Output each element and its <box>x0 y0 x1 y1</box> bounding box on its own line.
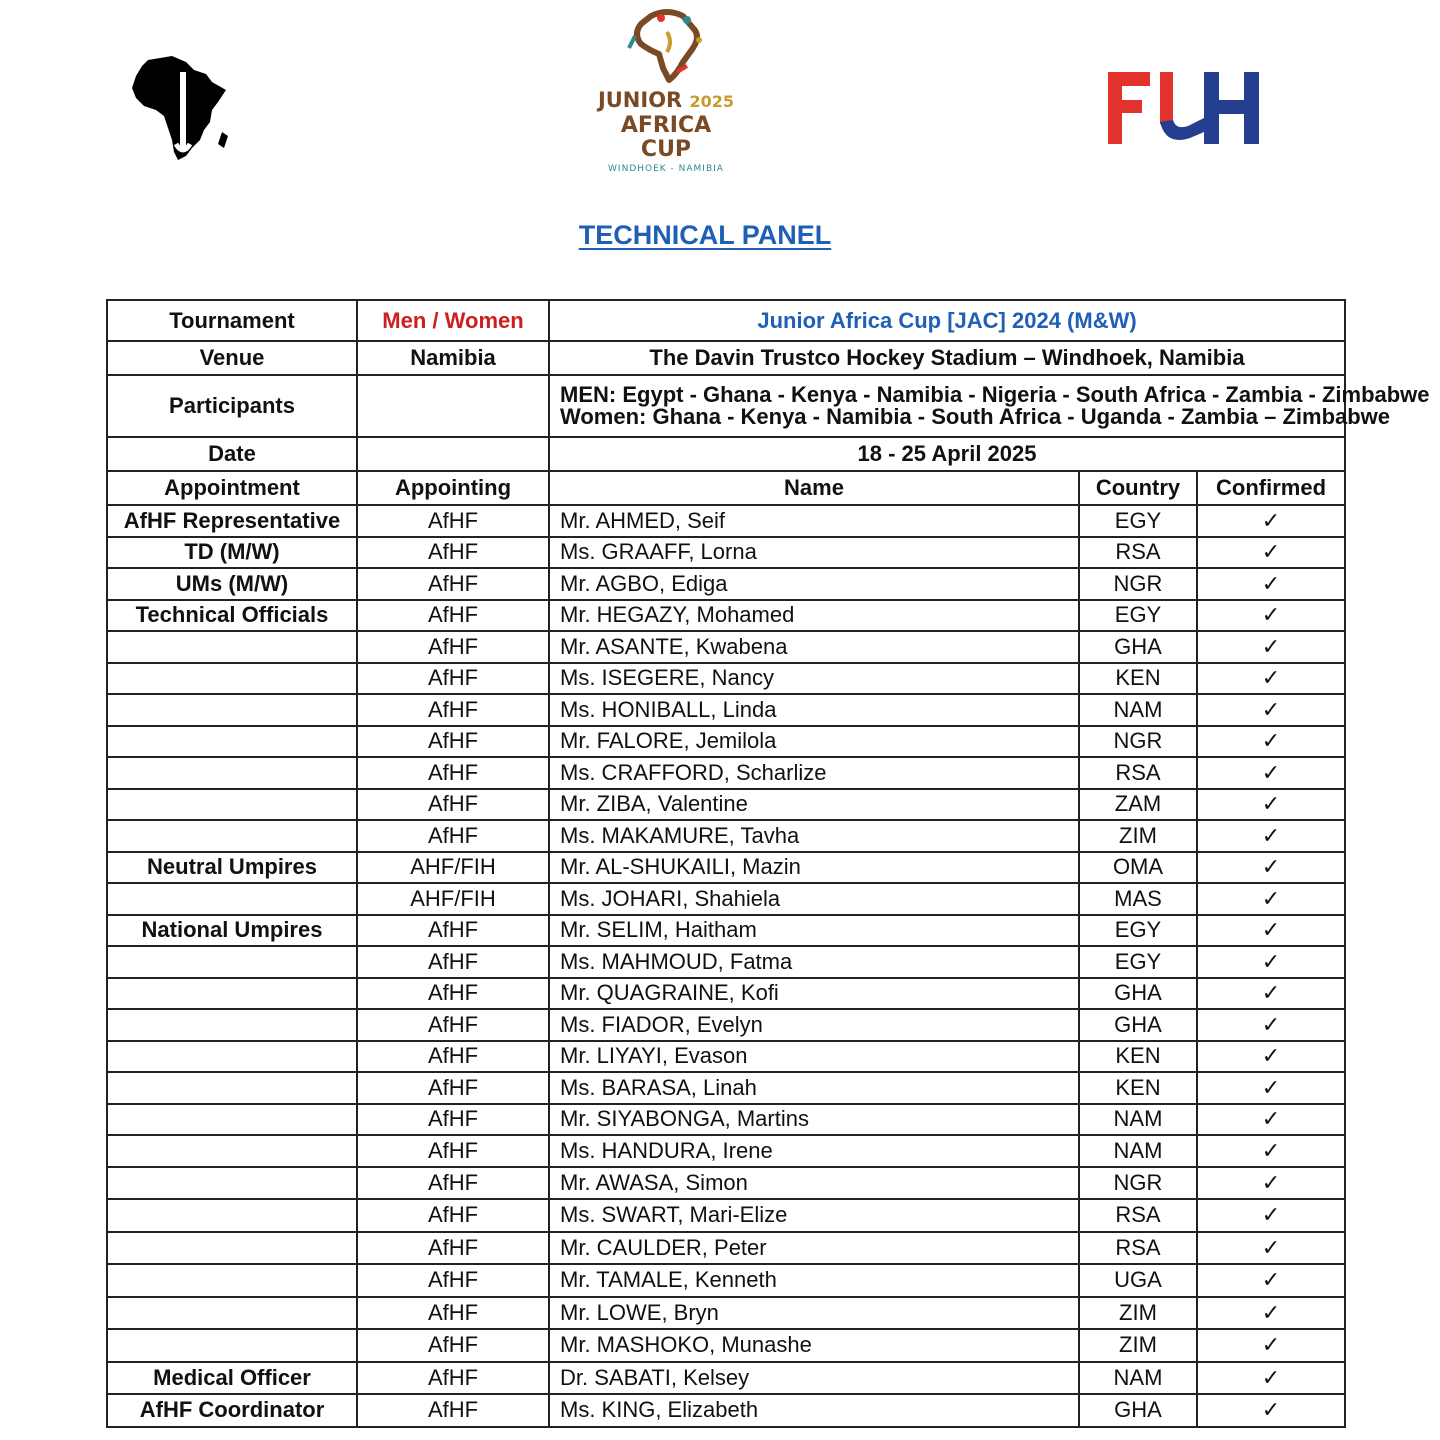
country-cell: EGY <box>1079 505 1197 537</box>
appointing-cell: AfHF <box>357 1135 549 1167</box>
header-country: Country <box>1079 471 1197 505</box>
table-row <box>107 820 1345 852</box>
country-cell: KEN <box>1079 1072 1197 1104</box>
confirmed-check: ✓ <box>1197 1394 1345 1427</box>
confirmed-check: ✓ <box>1197 820 1345 852</box>
name-cell: Mr. AL-SHUKAILI, Mazin <box>549 852 1079 884</box>
table-row <box>107 883 1345 915</box>
name-cell: Mr. SIYABONGA, Martins <box>549 1104 1079 1136</box>
name-cell: Mr. LOWE, Bryn <box>549 1297 1079 1330</box>
country-cell: ZIM <box>1079 820 1197 852</box>
confirmed-check: ✓ <box>1197 1104 1345 1136</box>
confirmed-check: ✓ <box>1197 663 1345 695</box>
appointing-cell: AfHF <box>357 789 549 821</box>
date-value: 18 - 25 April 2025 <box>549 437 1345 471</box>
confirmed-check: ✓ <box>1197 946 1345 978</box>
fih-logo <box>1104 68 1264 148</box>
date-label: Date <box>107 437 357 471</box>
name-cell: Mr. AHMED, Seif <box>549 505 1079 537</box>
appointing-cell: AfHF <box>357 1009 549 1041</box>
venue-name: The Davin Trustco Hockey Stadium – Windhoek, Namibia <box>549 341 1345 375</box>
confirmed-check: ✓ <box>1197 505 1345 537</box>
confirmed-check: ✓ <box>1197 757 1345 789</box>
name-cell: Ms. JOHARI, Shahiela <box>549 883 1079 915</box>
appointing-cell: AfHF <box>357 1232 549 1265</box>
table-row <box>107 1362 1345 1395</box>
country-cell: KEN <box>1079 1041 1197 1073</box>
name-cell: Mr. ZIBA, Valentine <box>549 789 1079 821</box>
table-header-row <box>107 471 1345 505</box>
header-appointing: Appointing <box>357 471 549 505</box>
appointing-cell: AfHF <box>357 1167 549 1200</box>
confirmed-check: ✓ <box>1197 852 1345 884</box>
men-list: Egypt - Ghana - Kenya - Namibia - Nigeria - South Africa - Zambia - Zimbabwe <box>622 382 1430 407</box>
men-participants <box>560 382 1430 407</box>
table-row <box>107 631 1345 663</box>
name-cell: Mr. SELIM, Haitham <box>549 915 1079 947</box>
appointment-cell <box>107 1041 357 1073</box>
appointing-cell: AHF/FIH <box>357 883 549 915</box>
name-cell: Ms. MAKAMURE, Tavha <box>549 820 1079 852</box>
country-cell: RSA <box>1079 1232 1197 1265</box>
confirmed-check: ✓ <box>1197 915 1345 947</box>
name-cell: Mr. AWASA, Simon <box>549 1167 1079 1200</box>
name-cell: Ms. HANDURA, Irene <box>549 1135 1079 1167</box>
appointing-cell: AfHF <box>357 505 549 537</box>
technical-panel-table <box>106 299 1430 1428</box>
appointment-cell <box>107 1167 357 1200</box>
country-cell: NAM <box>1079 1362 1197 1395</box>
appointment-cell: AfHF Coordinator <box>107 1394 357 1427</box>
country-cell: GHA <box>1079 978 1197 1010</box>
appointing-cell: AfHF <box>357 978 549 1010</box>
appointment-cell <box>107 757 357 789</box>
fih-logo-icon <box>1104 68 1264 148</box>
table-row <box>107 1394 1345 1427</box>
confirmed-check: ✓ <box>1197 883 1345 915</box>
name-cell: Ms. ISEGERE, Nancy <box>549 663 1079 695</box>
appointing-cell: AHF/FIH <box>357 852 549 884</box>
table-row <box>107 915 1345 947</box>
appointing-cell: AfHF <box>357 946 549 978</box>
table-row <box>107 1104 1345 1136</box>
confirmed-check: ✓ <box>1197 1329 1345 1362</box>
appointment-cell: National Umpires <box>107 915 357 947</box>
confirmed-check: ✓ <box>1197 978 1345 1010</box>
confirmed-check: ✓ <box>1197 1135 1345 1167</box>
country-cell: EGY <box>1079 946 1197 978</box>
confirmed-check: ✓ <box>1197 568 1345 600</box>
confirmed-check: ✓ <box>1197 1232 1345 1265</box>
confirmed-check: ✓ <box>1197 726 1345 758</box>
tournament-row <box>107 300 1345 341</box>
appointment-cell <box>107 1104 357 1136</box>
name-cell: Ms. SWART, Mari-Elize <box>549 1199 1079 1232</box>
country-cell: RSA <box>1079 1199 1197 1232</box>
appointment-cell <box>107 1135 357 1167</box>
appointment-cell <box>107 1199 357 1232</box>
table-row <box>107 726 1345 758</box>
appointment-cell <box>107 978 357 1010</box>
participants-empty-cell <box>357 375 549 437</box>
date-row <box>107 437 1345 471</box>
country-cell: GHA <box>1079 1394 1197 1427</box>
appointment-cell <box>107 789 357 821</box>
appointment-cell: Medical Officer <box>107 1362 357 1395</box>
confirmed-check: ✓ <box>1197 600 1345 632</box>
appointment-cell <box>107 1297 357 1330</box>
appointment-cell <box>107 694 357 726</box>
country-cell: UGA <box>1079 1264 1197 1297</box>
appointment-cell <box>107 820 357 852</box>
country-cell: RSA <box>1079 537 1197 569</box>
country-cell: ZAM <box>1079 789 1197 821</box>
table-row <box>107 663 1345 695</box>
appointing-cell: AfHF <box>357 631 549 663</box>
women-list: Ghana - Kenya - Namibia - South Africa - Uganda - Zambia – Zimbabwe <box>652 404 1391 429</box>
appointing-cell: AfHF <box>357 600 549 632</box>
table-row <box>107 757 1345 789</box>
appointing-cell: AfHF <box>357 726 549 758</box>
confirmed-check: ✓ <box>1197 1041 1345 1073</box>
table-row <box>107 568 1345 600</box>
confirmed-check: ✓ <box>1197 1199 1345 1232</box>
table-row <box>107 600 1345 632</box>
participants-label: Participants <box>107 375 357 437</box>
women-label: Women: <box>560 404 647 429</box>
tournament-label: Tournament <box>107 300 357 341</box>
table-row <box>107 1329 1345 1362</box>
appointing-cell: AfHF <box>357 1297 549 1330</box>
header-confirmed: Confirmed <box>1197 471 1345 505</box>
table-row <box>107 852 1345 884</box>
jac-logo-year: 2025 <box>689 92 735 111</box>
name-cell: Ms. BARASA, Linah <box>549 1072 1079 1104</box>
name-cell: Mr. TAMALE, Kenneth <box>549 1264 1079 1297</box>
table-row <box>107 1135 1345 1167</box>
appointing-cell: AfHF <box>357 1394 549 1427</box>
table-row <box>107 1167 1345 1200</box>
name-cell: Mr. FALORE, Jemilola <box>549 726 1079 758</box>
header-name: Name <box>549 471 1079 505</box>
appointing-cell: AfHF <box>357 1264 549 1297</box>
appointing-cell: AfHF <box>357 537 549 569</box>
country-cell: MAS <box>1079 883 1197 915</box>
confirmed-check: ✓ <box>1197 1072 1345 1104</box>
name-cell: Mr. MASHOKO, Munashe <box>549 1329 1079 1362</box>
appointment-cell <box>107 1264 357 1297</box>
country-cell: GHA <box>1079 1009 1197 1041</box>
participants-row <box>107 375 1345 437</box>
page-title: TECHNICAL PANEL <box>578 220 832 250</box>
country-cell: RSA <box>1079 757 1197 789</box>
tournament-gender: Men / Women <box>357 300 549 341</box>
jac-logo-line1: JUNIOR 2025 <box>597 88 735 112</box>
appointment-cell <box>107 1072 357 1104</box>
table-row <box>107 505 1345 537</box>
name-cell: Ms. GRAAFF, Lorna <box>549 537 1079 569</box>
venue-country: Namibia <box>357 341 549 375</box>
table-row <box>107 978 1345 1010</box>
appointment-cell <box>107 883 357 915</box>
confirmed-check: ✓ <box>1197 1362 1345 1395</box>
appointment-cell: AfHF Representative <box>107 505 357 537</box>
appointment-cell <box>107 663 357 695</box>
name-cell: Mr. AGBO, Ediga <box>549 568 1079 600</box>
country-cell: ZIM <box>1079 1297 1197 1330</box>
jac-logo-line2: AFRICA CUP <box>620 113 712 162</box>
country-cell: NGR <box>1079 726 1197 758</box>
name-cell: Mr. LIYAYI, Evason <box>549 1041 1079 1073</box>
name-cell: Ms. CRAFFORD, Scharlize <box>549 757 1079 789</box>
table-row <box>107 946 1345 978</box>
appointment-cell <box>107 631 357 663</box>
country-cell: KEN <box>1079 663 1197 695</box>
men-label: MEN: <box>560 382 617 407</box>
confirmed-check: ✓ <box>1197 789 1345 821</box>
country-cell: NAM <box>1079 1135 1197 1167</box>
header-appointment: Appointment <box>107 471 357 505</box>
table-row <box>107 1009 1345 1041</box>
appointing-cell: AfHF <box>357 663 549 695</box>
table-row <box>107 694 1345 726</box>
name-cell: Ms. HONIBALL, Linda <box>549 694 1079 726</box>
appointing-cell: AfHF <box>357 694 549 726</box>
venue-label: Venue <box>107 341 357 375</box>
name-cell: Mr. HEGAZY, Mohamed <box>549 600 1079 632</box>
name-cell: Ms. FIADOR, Evelyn <box>549 1009 1079 1041</box>
appointing-cell: AfHF <box>357 1041 549 1073</box>
junior-africa-cup-logo <box>596 6 736 174</box>
name-cell: Dr. SABATI, Kelsey <box>549 1362 1079 1395</box>
africa-map-icon <box>621 6 711 86</box>
jac-logo-line3: WINDHOEK - NAMIBIA <box>608 164 724 174</box>
country-cell: NAM <box>1079 694 1197 726</box>
name-cell: Mr. CAULDER, Peter <box>549 1232 1079 1265</box>
appointing-cell: AfHF <box>357 1199 549 1232</box>
participants-list <box>549 375 1430 437</box>
country-cell: EGY <box>1079 600 1197 632</box>
africa-hockey-logo <box>128 52 232 164</box>
appointing-cell: AfHF <box>357 1104 549 1136</box>
table-row <box>107 537 1345 569</box>
appointing-cell: AfHF <box>357 568 549 600</box>
appointment-cell <box>107 946 357 978</box>
table-row <box>107 1297 1345 1330</box>
appointing-cell: AfHF <box>357 1329 549 1362</box>
appointment-cell <box>107 726 357 758</box>
name-cell: Mr. ASANTE, Kwabena <box>549 631 1079 663</box>
africa-hockey-icon <box>128 52 232 164</box>
appointing-cell: AfHF <box>357 820 549 852</box>
country-cell: ZIM <box>1079 1329 1197 1362</box>
confirmed-check: ✓ <box>1197 1297 1345 1330</box>
name-cell: Ms. KING, Elizabeth <box>549 1394 1079 1427</box>
appointment-cell <box>107 1329 357 1362</box>
confirmed-check: ✓ <box>1197 1264 1345 1297</box>
country-cell: GHA <box>1079 631 1197 663</box>
confirmed-check: ✓ <box>1197 1009 1345 1041</box>
appointment-cell <box>107 1232 357 1265</box>
table-row <box>107 789 1345 821</box>
women-participants <box>560 404 1391 429</box>
appointing-cell: AfHF <box>357 1072 549 1104</box>
venue-row <box>107 341 1345 375</box>
name-cell: Mr. QUAGRAINE, Kofi <box>549 978 1079 1010</box>
appointment-cell: Neutral Umpires <box>107 852 357 884</box>
table-row <box>107 1041 1345 1073</box>
country-cell: NGR <box>1079 568 1197 600</box>
appointing-cell: AfHF <box>357 1362 549 1395</box>
confirmed-check: ✓ <box>1197 694 1345 726</box>
appointing-cell: AfHF <box>357 915 549 947</box>
appointment-cell: TD (M/W) <box>107 537 357 569</box>
confirmed-check: ✓ <box>1197 537 1345 569</box>
name-cell: Ms. MAHMOUD, Fatma <box>549 946 1079 978</box>
appointment-cell: Technical Officials <box>107 600 357 632</box>
appointing-cell: AfHF <box>357 757 549 789</box>
appointment-cell: UMs (M/W) <box>107 568 357 600</box>
confirmed-check: ✓ <box>1197 631 1345 663</box>
table-row <box>107 1264 1345 1297</box>
appointment-cell <box>107 1009 357 1041</box>
country-cell: OMA <box>1079 852 1197 884</box>
table-row <box>107 1232 1345 1265</box>
tournament-name: Junior Africa Cup [JAC] 2024 (M&W) <box>549 300 1345 341</box>
country-cell: NAM <box>1079 1104 1197 1136</box>
country-cell: NGR <box>1079 1167 1197 1200</box>
confirmed-check: ✓ <box>1197 1167 1345 1200</box>
date-empty-cell <box>357 437 549 471</box>
table-row <box>107 1072 1345 1104</box>
country-cell: EGY <box>1079 915 1197 947</box>
table-row <box>107 1199 1345 1232</box>
